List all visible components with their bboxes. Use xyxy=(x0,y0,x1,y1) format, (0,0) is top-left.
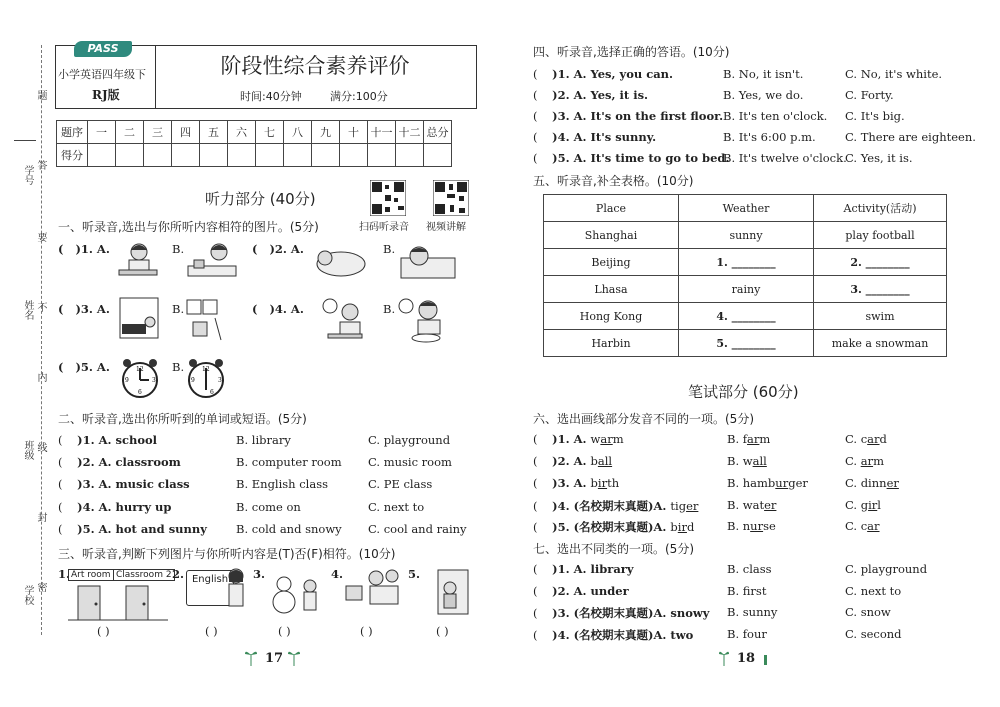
paren-open: ( xyxy=(533,432,538,446)
option-c xyxy=(845,432,887,446)
word-part: m xyxy=(612,432,624,446)
seal-char: 封 xyxy=(35,512,46,522)
score-header: 十二 xyxy=(396,121,424,144)
question-num: )2. A. xyxy=(269,242,304,256)
option-c: C. snow xyxy=(845,605,891,619)
answer-paren[interactable]: ( ) xyxy=(97,624,110,638)
grade-label: 小学英语四年级下 xyxy=(58,68,146,81)
question-num: )3. A. xyxy=(75,302,110,316)
underlined-part: ar xyxy=(867,519,880,533)
option-c: C. next to xyxy=(368,500,425,514)
option-b: B. first xyxy=(727,584,767,598)
written-title: 笔试部分 (60分) xyxy=(688,383,799,401)
word-part: C. g xyxy=(845,498,869,512)
english-board: English xyxy=(186,570,234,606)
listening-title: 听力部分 (40分) xyxy=(205,190,316,208)
option-b: B. Yes, we do. xyxy=(723,88,804,102)
option-b: B. xyxy=(172,302,185,316)
option-b xyxy=(727,454,767,468)
question-num: )2. A. under xyxy=(552,584,629,598)
section-title: 七、选出不同类的一项。(5分) xyxy=(533,542,694,556)
score-cell[interactable] xyxy=(88,144,116,167)
section-title: 三、听录音,判断下列图片与你所听内容是(T)否(F)相符。(10分) xyxy=(58,547,396,561)
underlined-part: all xyxy=(752,454,767,468)
word-part: B. n xyxy=(727,519,751,533)
option-c xyxy=(845,476,899,490)
paren-open: ( xyxy=(533,88,538,102)
qr-caption: 视频讲解 xyxy=(426,222,466,233)
option-b: B. come on xyxy=(236,500,301,514)
paren-open: ( xyxy=(58,522,63,536)
word-part: l xyxy=(877,498,881,512)
question-num: )5. A. It's time to go to bed. xyxy=(552,151,730,165)
question-num: )4. A. hurry up xyxy=(77,500,172,514)
question-item xyxy=(58,477,190,491)
sprout-icon xyxy=(287,648,301,666)
sprout-icon xyxy=(244,648,258,666)
table-row xyxy=(544,330,947,357)
question-num: )4. A. xyxy=(269,302,304,316)
score-cell[interactable] xyxy=(256,144,284,167)
paren-open: ( xyxy=(58,477,63,491)
score-cell[interactable] xyxy=(424,144,452,167)
question-num: )4. (名校期末真题)A. xyxy=(552,499,671,513)
option-c: C. It's big. xyxy=(845,109,905,123)
option-c: C. There are eighteen. xyxy=(845,130,976,144)
word-part: d xyxy=(879,432,887,446)
blank-cell[interactable]: 3. ________ xyxy=(814,276,947,303)
piano-girl-image xyxy=(118,296,160,344)
question-item xyxy=(533,519,694,535)
clock-number: 3 xyxy=(152,377,156,384)
question-num: )1. A. library xyxy=(552,562,634,576)
picture-num: 3. xyxy=(253,567,266,581)
question-item xyxy=(58,500,171,514)
section-title: 二、听录音,选出你所听到的单词或短语。(5分) xyxy=(58,412,307,426)
question-item xyxy=(533,88,648,102)
question-num: )2. A. xyxy=(552,454,591,468)
girl-building-image xyxy=(184,240,240,282)
seal-char: 不 xyxy=(35,302,46,312)
paren-open: ( xyxy=(533,109,538,123)
score-cell[interactable] xyxy=(340,144,368,167)
score-header: 三 xyxy=(144,121,172,144)
art-room-image xyxy=(185,296,227,344)
underlined-part: ar xyxy=(747,432,760,446)
score-header: 四 xyxy=(172,121,200,144)
score-header: 题序 xyxy=(57,121,88,144)
score-cell[interactable] xyxy=(172,144,200,167)
girl-door-image xyxy=(424,566,472,616)
word-part: B. f xyxy=(727,432,748,446)
score-header: 十 xyxy=(340,121,368,144)
question-num: )4. (名校期末真题)A. two xyxy=(552,628,694,642)
boy-drinking-image xyxy=(322,296,368,344)
table-row xyxy=(544,303,947,330)
underlined-part: er xyxy=(686,499,699,513)
paren-open: ( xyxy=(252,242,258,256)
question-num: )1. A. xyxy=(75,242,110,256)
question-num: )2. A. Yes, it is. xyxy=(552,88,649,102)
option-b xyxy=(727,432,770,446)
question-num: )3. A. xyxy=(552,476,591,490)
question-num: )4. A. It's sunny. xyxy=(552,130,657,144)
label-student-id: 学号 xyxy=(22,165,33,185)
qr-code-icon xyxy=(370,180,406,216)
clock-number: 6 xyxy=(210,389,214,396)
option-b: B. It's ten o'clock. xyxy=(723,109,828,123)
underlined-part: ar xyxy=(860,454,874,468)
word-part: B. wat xyxy=(727,498,765,512)
option-c xyxy=(845,454,884,468)
option-c: C. Forty. xyxy=(845,88,894,102)
clock-number: 12 xyxy=(202,366,210,373)
paren-open: ( xyxy=(58,433,63,447)
question-num: )3. (名校期末真题)A. snowy xyxy=(552,606,710,620)
paren-open: ( xyxy=(533,562,538,576)
option-c: C. playground xyxy=(845,562,928,576)
table-cell: Beijing xyxy=(544,249,679,276)
qr-code-icon xyxy=(433,180,469,216)
answer-paren[interactable]: ( ) xyxy=(205,624,218,638)
alarm-clock-icon xyxy=(118,356,162,400)
word-part: C. c xyxy=(845,432,868,446)
question-item xyxy=(533,109,723,123)
section-title: 四、听录音,选择正确的答语。(10分) xyxy=(533,45,730,59)
score-header: 七 xyxy=(256,121,284,144)
question-num: )5. A. hot and sunny xyxy=(77,522,207,536)
clock-number: 3 xyxy=(218,377,222,384)
section-title: 一、听录音,选出与你所听内容相符的图片。(5分) xyxy=(58,220,319,234)
table-header: Weather xyxy=(679,195,814,222)
score-cell[interactable] xyxy=(116,144,144,167)
seal-char: 题 xyxy=(35,90,46,100)
paren-open: ( xyxy=(58,455,63,469)
girl-reading-image xyxy=(115,240,160,282)
word-part: b xyxy=(670,520,678,534)
sleeping-image xyxy=(313,240,368,280)
picture-num: 4. xyxy=(331,567,344,581)
label-class: 班级 xyxy=(22,440,33,460)
word-part: tig xyxy=(670,499,687,513)
alarm-clock-icon xyxy=(184,356,228,400)
blank-cell[interactable]: 5. ________ xyxy=(679,330,814,357)
option-b: B. computer room xyxy=(236,455,342,469)
clock-number: 12 xyxy=(136,366,144,373)
word-part: C. c xyxy=(845,519,868,533)
question-item xyxy=(533,67,673,81)
section-title: 六、选出画线部分发音不同的一项。(5分) xyxy=(533,412,754,426)
edition-label: RJ版 xyxy=(92,88,120,102)
blank-cell[interactable]: 4. ________ xyxy=(679,303,814,330)
answer-paren[interactable]: ( ) xyxy=(360,624,373,638)
table-cell: play football xyxy=(814,222,947,249)
paren-open: ( xyxy=(533,67,538,81)
blank-cell[interactable]: 1. ________ xyxy=(679,249,814,276)
option-c: C. playground xyxy=(368,433,451,447)
option-b: B. English class xyxy=(236,477,329,491)
table-cell: Hong Kong xyxy=(544,303,679,330)
option-b: B. xyxy=(383,242,396,256)
snowman-image xyxy=(262,570,324,614)
table-cell: Lhasa xyxy=(544,276,679,303)
score-header: 五 xyxy=(200,121,228,144)
boy-eating-image xyxy=(398,296,446,344)
option-c: C. PE class xyxy=(368,477,433,491)
word-part: B. w xyxy=(727,454,753,468)
paren-open: ( xyxy=(533,151,538,165)
time-label: 时间:40分钟 xyxy=(240,90,302,103)
question-item xyxy=(533,130,656,144)
label-name: 姓名 xyxy=(22,300,33,320)
option-c: C. cool and rainy xyxy=(368,522,467,536)
underlined-part: ar xyxy=(867,432,880,446)
section-title: 五、听录音,补全表格。(10分) xyxy=(533,174,694,188)
score-header: 总分 xyxy=(424,121,452,144)
word-part: th xyxy=(607,476,620,490)
table-cell: rainy xyxy=(679,276,814,303)
score-cell[interactable] xyxy=(284,144,312,167)
binding-line xyxy=(41,45,42,635)
word-part: B. hamb xyxy=(727,476,776,490)
score-header: 九 xyxy=(312,121,340,144)
score-row-label: 得分 xyxy=(57,144,88,167)
seal-char: 内 xyxy=(35,372,46,382)
underlined-part: ir xyxy=(868,498,878,512)
option-c: C. next to xyxy=(845,584,902,598)
label-school: 学校 xyxy=(22,585,33,605)
qr-caption: 扫码听录音 xyxy=(359,222,409,233)
option-b xyxy=(727,498,776,512)
option-c: C. music room xyxy=(368,455,452,469)
option-b: B. It's 6:00 p.m. xyxy=(723,130,816,144)
word-part: d xyxy=(686,520,695,534)
answer-paren[interactable]: ( ) xyxy=(436,624,449,638)
table-row xyxy=(544,276,947,303)
paren-open: ( xyxy=(252,302,258,316)
table-cell: make a snowman xyxy=(814,330,947,357)
score-cell[interactable] xyxy=(312,144,340,167)
fill-line xyxy=(14,140,36,141)
word-part: se xyxy=(763,519,776,533)
question-item xyxy=(252,302,304,316)
question-item xyxy=(533,454,612,468)
clock-number: 9 xyxy=(125,377,129,384)
underlined-part: ur xyxy=(750,519,764,533)
option-b: B. library xyxy=(236,433,291,447)
option-b xyxy=(727,476,808,490)
option-b: B. class xyxy=(727,562,772,576)
seal-char: 要 xyxy=(35,232,46,242)
question-item xyxy=(533,605,709,621)
paren-open: ( xyxy=(533,520,538,534)
paren-open: ( xyxy=(533,584,538,598)
score-header: 六 xyxy=(228,121,256,144)
word-part: w xyxy=(590,432,601,446)
paren-open: ( xyxy=(533,454,538,468)
page-number: 17 xyxy=(265,651,284,666)
score-header: 八 xyxy=(284,121,312,144)
page-title: 阶段性综合素养评价 xyxy=(220,54,410,78)
question-num: )3. A. music class xyxy=(77,477,190,491)
blank-cell[interactable]: 2. ________ xyxy=(814,249,947,276)
question-item xyxy=(533,476,619,490)
word-part: b xyxy=(590,476,598,490)
question-num: )2. A. classroom xyxy=(77,455,181,469)
word-part: b xyxy=(590,454,598,468)
option-b: B. cold and snowy xyxy=(236,522,342,536)
answer-paren[interactable]: ( ) xyxy=(278,624,291,638)
question-num: )1. A. Yes, you can. xyxy=(552,67,674,81)
score-cell[interactable] xyxy=(396,144,424,167)
table-row xyxy=(544,222,947,249)
question-num: )1. A. xyxy=(552,432,591,446)
weather-table xyxy=(543,194,947,357)
page-number: 18 xyxy=(737,651,756,666)
score-label: 满分:100分 xyxy=(330,90,388,103)
table-cell: sunny xyxy=(679,222,814,249)
table-row xyxy=(544,249,947,276)
table-cell: Harbin xyxy=(544,330,679,357)
table-header: Activity(活动) xyxy=(814,195,947,222)
sprout-icon xyxy=(718,648,730,666)
question-item xyxy=(533,432,624,446)
door-label: Art room xyxy=(68,569,114,581)
option-c: C. second xyxy=(845,627,902,641)
question-item xyxy=(533,562,634,576)
paren-open: ( xyxy=(58,500,63,514)
question-num: )5. A. xyxy=(75,360,110,374)
seal-char: 线 xyxy=(35,442,46,452)
option-c xyxy=(845,498,881,512)
score-cell[interactable] xyxy=(368,144,396,167)
score-cell[interactable] xyxy=(144,144,172,167)
table-cell: swim xyxy=(814,303,947,330)
question-num: )3. A. It's on the first floor. xyxy=(552,109,724,123)
score-header: 十一 xyxy=(368,121,396,144)
seal-char: 答 xyxy=(35,160,46,170)
underlined-part: ir xyxy=(597,476,608,490)
paren-open: ( xyxy=(533,606,538,620)
picture-num: 1. xyxy=(58,567,71,581)
word-part: m xyxy=(759,432,771,446)
paren-open: ( xyxy=(533,499,538,513)
picture-num: 2. xyxy=(172,567,185,581)
question-item xyxy=(58,242,110,256)
option-b xyxy=(727,519,776,533)
underlined-part: er xyxy=(886,476,899,490)
question-item xyxy=(58,302,110,316)
underlined-part: all xyxy=(597,454,613,468)
score-header: 一 xyxy=(88,121,116,144)
score-cell[interactable] xyxy=(200,144,228,167)
paren-open: ( xyxy=(533,130,538,144)
option-b: B. four xyxy=(727,627,767,641)
option-b: B. No, it isn't. xyxy=(723,67,804,81)
seal-char: 密 xyxy=(35,582,46,592)
picture-num: 5. xyxy=(408,567,421,581)
table-header: Place xyxy=(544,195,679,222)
boy-sleeping-image xyxy=(397,238,459,282)
question-item xyxy=(58,433,157,447)
score-table xyxy=(56,120,452,167)
underlined-part: er xyxy=(764,498,777,512)
pass-logo: PASS xyxy=(74,41,132,57)
clock-number: 6 xyxy=(138,389,142,396)
underlined-part: ir xyxy=(677,520,687,534)
score-header: 二 xyxy=(116,121,144,144)
question-num: )1. A. school xyxy=(77,433,158,447)
computer-class-image xyxy=(342,566,404,610)
question-num: )5. (名校期末真题)A. xyxy=(552,520,671,534)
option-b: B. sunny xyxy=(727,605,778,619)
word-part: ger xyxy=(788,476,808,490)
underlined-part: ar xyxy=(600,432,613,446)
question-item xyxy=(58,360,110,374)
question-item xyxy=(533,627,693,643)
question-item xyxy=(58,522,207,536)
word-part: m xyxy=(873,454,884,468)
teacher-image xyxy=(222,566,250,610)
option-b: B. xyxy=(172,242,185,256)
option-b: B. It's twelve o'clock. xyxy=(723,151,847,165)
option-c xyxy=(845,519,880,533)
word-part: C. dinn xyxy=(845,476,887,490)
option-c: C. Yes, it is. xyxy=(845,151,913,165)
paren-open: ( xyxy=(58,242,64,256)
score-cell[interactable] xyxy=(228,144,256,167)
option-b: B. xyxy=(172,360,185,374)
question-item xyxy=(533,498,698,514)
paren-open: ( xyxy=(58,360,64,374)
question-item xyxy=(533,151,729,165)
question-item xyxy=(58,455,181,469)
page-mark xyxy=(764,655,767,665)
underlined-part: ur xyxy=(775,476,789,490)
paren-open: ( xyxy=(533,476,538,490)
question-item xyxy=(252,242,304,256)
paren-open: ( xyxy=(533,628,538,642)
doors-image xyxy=(68,582,168,622)
option-b: B. xyxy=(383,302,396,316)
paren-open: ( xyxy=(58,302,64,316)
door-label: Classroom 2 xyxy=(113,569,175,581)
question-item xyxy=(533,584,629,598)
table-cell: Shanghai xyxy=(544,222,679,249)
word-part: C. xyxy=(845,454,861,468)
option-c: C. No, it's white. xyxy=(845,67,943,81)
header-divider xyxy=(155,45,156,109)
clock-number: 9 xyxy=(191,377,195,384)
